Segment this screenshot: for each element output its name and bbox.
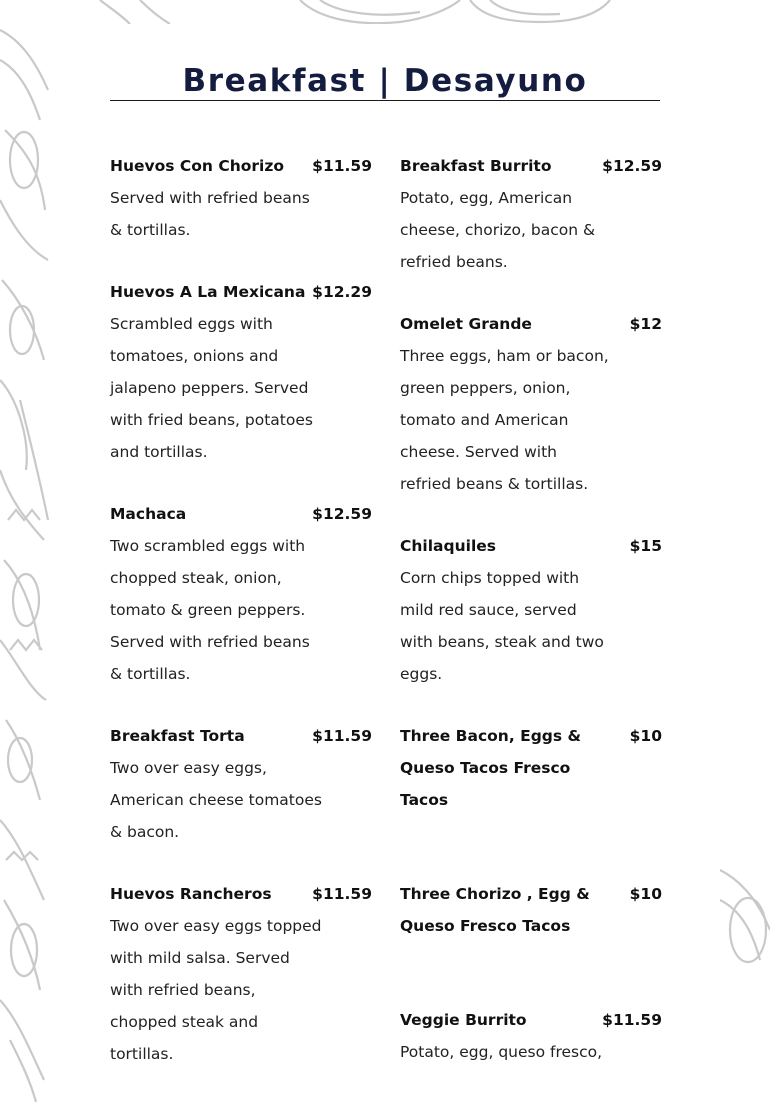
menu-item xyxy=(400,150,662,278)
item-name: Three Bacon, Eggs & Queso Tacos Fresco Tacos xyxy=(400,727,582,809)
item-description: Corn chips topped with mild red sauce, served with beans, steak and two eggs. xyxy=(400,569,604,683)
menu-item xyxy=(110,276,372,468)
item-description: Served with refried beans & tortillas. xyxy=(110,189,310,239)
item-price: $12.59 xyxy=(312,505,372,523)
item-price: $11.59 xyxy=(312,157,372,175)
item-name: Huevos Rancheros xyxy=(110,885,272,903)
item-price: $12 xyxy=(629,315,662,333)
item-price: $15 xyxy=(629,537,662,555)
menu-column-right xyxy=(400,150,662,1068)
menu-item xyxy=(400,1004,662,1068)
item-name: Three Chorizo , Egg & Queso Fresco Tacos xyxy=(400,885,590,935)
item-price: $11.59 xyxy=(602,1011,662,1029)
item-price: $11.59 xyxy=(312,727,372,745)
item-description: Two scrambled eggs with chopped steak, onion, tomato & green peppers. Served with refried beans & tortillas. xyxy=(110,537,310,683)
item-name: Veggie Burrito xyxy=(400,1011,527,1029)
item-price: $12.59 xyxy=(602,157,662,175)
menu-item xyxy=(400,878,662,942)
item-description: Potato, egg, queso fresco, xyxy=(400,1043,603,1061)
menu-item xyxy=(400,530,662,690)
menu-column-left xyxy=(110,150,372,1070)
item-name: Huevos A La Mexicana xyxy=(110,283,306,301)
item-description: Two over easy eggs, American cheese tomatoes & bacon. xyxy=(110,759,322,841)
menu-item xyxy=(400,308,662,500)
item-price: $11.59 xyxy=(312,885,372,903)
item-description: Scrambled eggs with tomatoes, onions and jalapeno peppers. Served with fried beans, potatoes and tortillas. xyxy=(110,315,313,461)
menu-item xyxy=(110,498,372,690)
menu-item xyxy=(110,150,372,246)
item-name: Chilaquiles xyxy=(400,537,496,555)
item-price: $10 xyxy=(629,727,662,745)
menu-item xyxy=(110,720,372,848)
menu-item xyxy=(400,720,662,816)
item-name: Breakfast Torta xyxy=(110,727,245,745)
item-description: Three eggs, ham or bacon, green peppers, onion, tomato and American cheese. Served with refried beans & tortillas. xyxy=(400,347,609,493)
item-price: $10 xyxy=(629,885,662,903)
menu-item xyxy=(110,878,372,1070)
item-price: $12.29 xyxy=(312,283,372,301)
item-name: Omelet Grande xyxy=(400,315,532,333)
title-divider xyxy=(110,100,660,101)
item-name: Breakfast Burrito xyxy=(400,157,552,175)
item-description: Two over easy eggs topped with mild salsa. Served with refried beans, chopped steak and tortillas. xyxy=(110,917,322,1063)
item-name: Huevos Con Chorizo xyxy=(110,157,285,175)
item-description: Potato, egg, American cheese, chorizo, bacon & refried beans. xyxy=(400,189,596,271)
page-title: Breakfast | Desayuno xyxy=(182,63,588,99)
item-name: Machaca xyxy=(110,505,187,523)
